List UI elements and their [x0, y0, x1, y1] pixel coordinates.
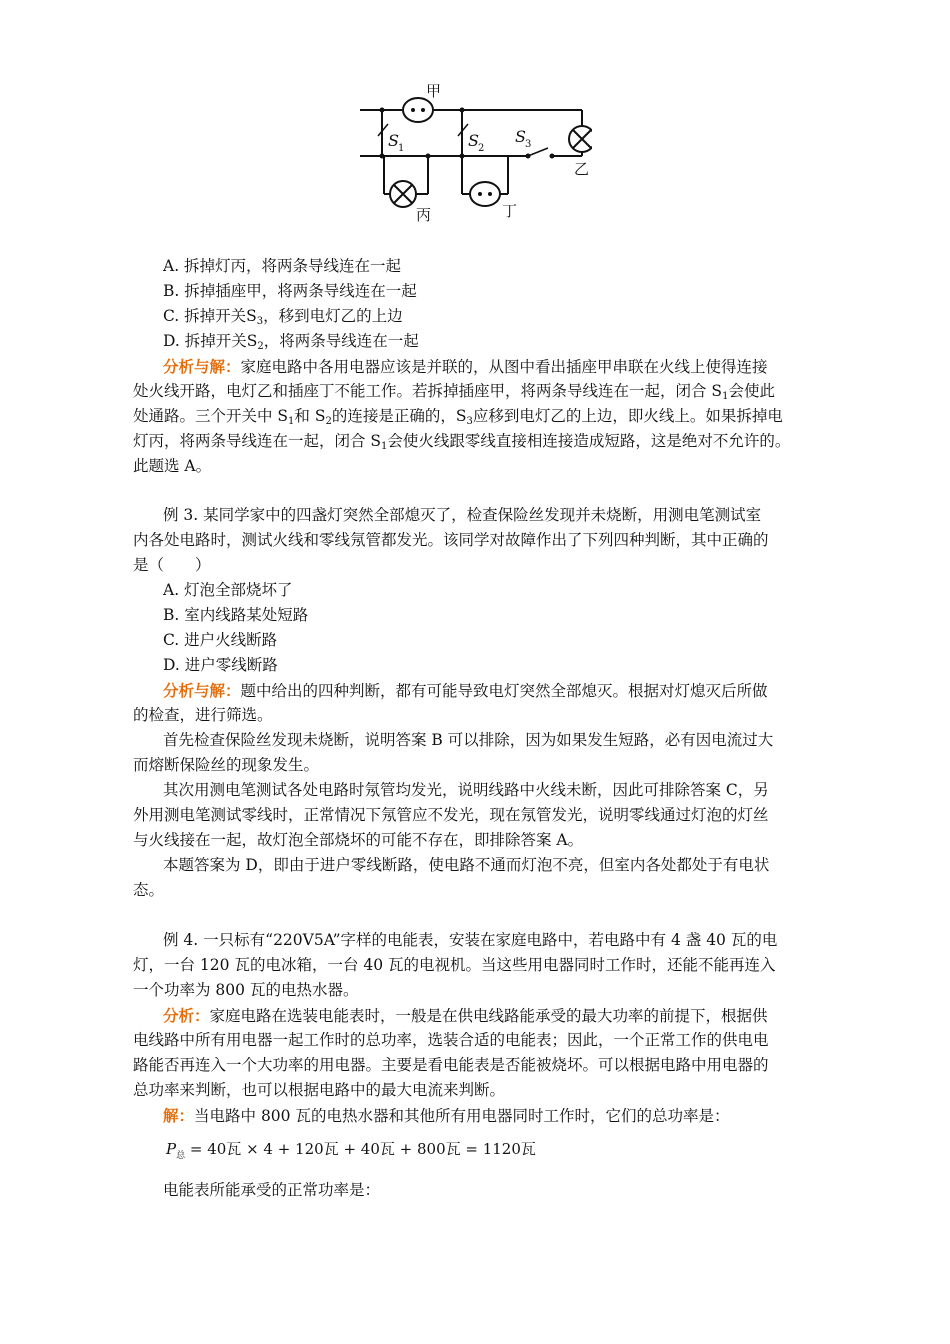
label-yi: 乙 — [574, 160, 590, 178]
label-s3: S — [515, 127, 526, 146]
option-a: A. 拆掉灯丙，将两条导线连在一起 — [163, 257, 402, 275]
ex4-analysis-2: 电线路中所有用电器一起工作时的总功率，选装合适的电能表；因此，一个正常工作的供电电 — [133, 1031, 769, 1049]
ex3-question-2: 内各处电路时，测试火线和零线氖管都发光。该同学对故障作出了下列四种判断，其中正确的 — [133, 531, 769, 549]
ex4-analysis-3: 路能否再连入一个大功率的用电器。主要是看电能表是否能被烧坏。可以根据电路中用电器的 — [133, 1056, 769, 1074]
option-b: B. 拆掉插座甲，将两条导线连在一起 — [163, 282, 417, 300]
label-s1: S — [388, 131, 399, 150]
ex3-para-d1: 本题答案为 D，即由于进户零线断路，使电路不通而灯泡不亮，但室内各处都处于有电状 — [163, 856, 770, 874]
ex3-option-d: D. 进户零线断路 — [163, 656, 278, 674]
ex4-tail: 电能表所能承受的正常功率是： — [163, 1181, 381, 1199]
ex3-para-c1: 其次用测电笔测试各处电路时氖管均发光，说明线路中火线未断，因此可排除答案 C，另 — [163, 781, 769, 799]
label-bing: 丙 — [416, 206, 432, 224]
socket-jia — [403, 98, 433, 122]
ex3-para-c3: 与火线接在一起，故灯泡全部烧坏的可能不存在，即排除答案 A。 — [133, 831, 584, 849]
lamp-yi — [569, 126, 592, 152]
ex3-option-b: B. 室内线路某处短路 — [163, 606, 309, 624]
ex4-analysis-4: 总功率来判断，也可以根据电路中的最大电流来判断。 — [133, 1081, 506, 1099]
ex3-analysis-1: 分析与解：题中给出的四种判断，都有可能导致电灯突然全部熄灭。根据对灯熄灭后所做 — [163, 681, 768, 700]
svg-text:2: 2 — [478, 143, 485, 154]
analysis-line-1: 分析与解：家庭电路中各用电器应该是并联的，从图中看出插座甲串联在火线上使得连接 — [163, 357, 768, 376]
ex3-para-c2: 外用测电笔测试零线时，正常情况下氖管应不发光，现在氖管发光，说明零线通过灯泡的灯丝 — [133, 806, 769, 824]
ex4-analysis-1: 分析：家庭电路在选装电能表时，一般是在供电线路能承受的最大功率的前提下，根据供 — [163, 1006, 768, 1025]
circuit-diagram — [352, 80, 592, 225]
socket-ding — [470, 182, 500, 206]
analysis-line-4: 灯丙，将两条导线连在一起，闭合 $S_1$会使火线跟零线直接相连接造成短路，这是绝对不允许的。 — [133, 432, 791, 452]
label-ding: 丁 — [502, 202, 518, 220]
ex3-analysis-2: 的检查，进行筛选。 — [133, 706, 273, 724]
svg-text:3: 3 — [525, 139, 532, 150]
power-formula: $P_总 = 40$瓦 × 4 + 120瓦 + 40瓦 + 800瓦 = 1120瓦 — [166, 1140, 536, 1161]
ex3-question-3: 是（ ） — [133, 556, 211, 574]
option-c: C. 拆掉开关$S_3$，移到电灯乙的上边 — [163, 307, 403, 327]
label-jia: 甲 — [426, 82, 442, 100]
ex4-question-2: 灯，一台 120 瓦的电冰箱，一台 40 瓦的电视机。当这些用电器同时工作时，还能不能再连入 — [133, 956, 776, 974]
analysis-line-2: 处火线开路，电灯乙和插座丁不能工作。若拆掉插座甲，将两条导线连在一起，闭合 $S_1$会使此 — [133, 382, 775, 402]
ex3-para-b1: 首先检查保险丝发现未烧断，说明答案 B 可以排除，因为如果发生短路，必有因电流过大 — [163, 731, 774, 749]
ex4-question-3: 一个功率为 800 瓦的电热水器。 — [133, 981, 359, 999]
ex3-option-a: A. 灯泡全部烧坏了 — [163, 581, 293, 599]
ex3-question-1: 例 3. 某同学家中的四盏灯突然全部熄灭了，检查保险丝发现并未烧断，用测电笔测试室 — [163, 506, 762, 524]
option-d: D. 拆掉开关$S_2$，将两条导线连在一起 — [163, 332, 419, 352]
ex3-option-c: C. 进户火线断路 — [163, 631, 278, 649]
label-s2: S — [468, 131, 479, 150]
ex3-para-b2: 而熔断保险丝的现象发生。 — [133, 756, 320, 774]
analysis-line-5: 此题选 A。 — [133, 457, 212, 475]
svg-text:1: 1 — [398, 143, 405, 154]
ex4-solution-1: 解：当电路中 800 瓦的电热水器和其他所有用电器同时工作时，它们的总功率是： — [163, 1106, 730, 1125]
ex4-question-1: 例 4. 一只标有“220V5A”字样的电能表，安装在家庭电路中，若电路中有 4 盏 40 瓦的电 — [163, 931, 778, 949]
analysis-line-3: 处通路。三个开关中 $S_1$和 $S_2$的连接是正确的，$S_3$应移到电灯乙的上边，即火线上。如果拆掉电 — [133, 407, 783, 427]
ex3-para-d2: 态。 — [133, 881, 165, 899]
